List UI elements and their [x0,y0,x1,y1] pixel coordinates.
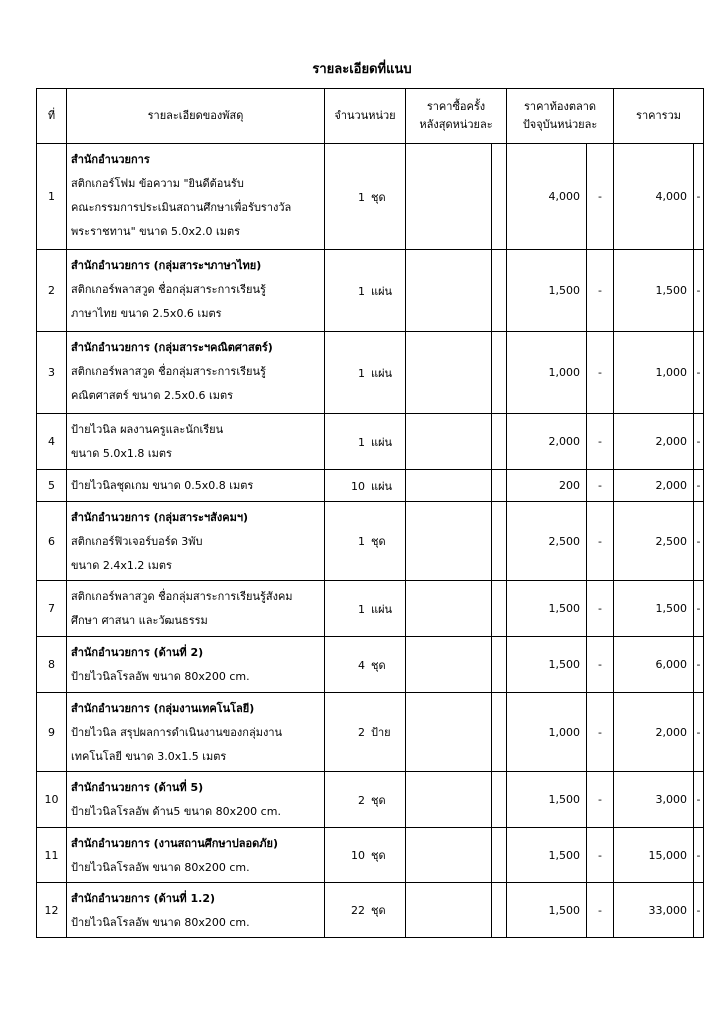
row-last-price [406,883,492,938]
row-market-price: 1,500 [507,637,587,693]
row-last-price [406,502,492,581]
row-last-price-satang [492,772,507,828]
items-table [36,88,704,938]
row-description [67,581,325,637]
row-detail-line: เทคโนโลยี ขนาด 3.0x1.5 เมตร [71,750,227,763]
row-last-price-satang [492,693,507,772]
row-number: 12 [37,883,67,938]
table-row [37,144,704,250]
row-market-price-satang: - [587,414,614,470]
table-row [37,470,704,502]
row-last-price [406,581,492,637]
row-group-title: สำนักอำนวยการ (กลุ่มสาระฯภาษาไทย) [71,259,262,272]
row-total-price-satang: - [694,414,704,470]
row-description [67,470,325,502]
row-quantity [325,144,406,250]
row-quantity-number: 2 [358,793,365,807]
row-detail-line: ป้ายไวนิลโรลอัพ ขนาด 80x200 cm. [71,916,250,929]
row-total-price: 1,500 [614,250,694,332]
row-last-price-satang [492,828,507,883]
row-description [67,414,325,470]
table-row [37,502,704,581]
row-total-price: 33,000 [614,883,694,938]
row-total-price: 1,000 [614,332,694,414]
header-market-price [507,89,614,144]
row-market-price: 1,000 [507,332,587,414]
row-market-price: 200 [507,470,587,502]
row-quantity-unit: แผ่น [371,479,393,493]
row-description [67,772,325,828]
row-total-price-satang: - [694,883,704,938]
row-number: 9 [37,693,67,772]
row-total-price-satang: - [694,250,704,332]
row-total-price-satang: - [694,828,704,883]
row-description [67,883,325,938]
row-quantity-unit: แผ่น [371,435,393,449]
row-number: 11 [37,828,67,883]
row-quantity-unit: ชุด [371,190,386,204]
row-detail-line: ป้ายไวนิล สรุปผลการดำเนินงานของกลุ่มงาน [71,726,283,739]
row-number: 6 [37,502,67,581]
row-total-price: 2,000 [614,470,694,502]
row-group-title: สำนักอำนวยการ (ด้านที่ 2) [71,646,204,659]
row-detail-line: ภาษาไทย ขนาด 2.5x0.6 เมตร [71,307,222,320]
row-quantity-number: 2 [358,726,365,739]
row-group-title: สำนักอำนวยการ [71,153,150,166]
row-total-price-satang: - [694,693,704,772]
row-market-price: 1,500 [507,883,587,938]
row-detail-line: ขนาด 2.4x1.2 เมตร [71,559,172,572]
row-total-price-satang: - [694,144,704,250]
row-total-price: 6,000 [614,637,694,693]
row-quantity [325,883,406,938]
row-market-price-satang: - [587,502,614,581]
row-total-price-satang: - [694,772,704,828]
row-last-price-satang [492,883,507,938]
row-last-price [406,332,492,414]
row-number: 5 [37,470,67,502]
row-description [67,250,325,332]
row-last-price-satang [492,502,507,581]
row-market-price: 4,000 [507,144,587,250]
row-last-price [406,772,492,828]
row-last-price [406,828,492,883]
row-total-price: 2,000 [614,693,694,772]
row-description [67,144,325,250]
row-description [67,502,325,581]
header-last-price [406,89,507,144]
row-description [67,637,325,693]
table-row [37,414,704,470]
row-quantity-unit: ชุด [371,793,386,807]
table-row [37,693,704,772]
row-quantity-number: 22 [351,904,365,917]
row-detail-line: ป้ายไวนิลโรลอัพ ขนาด 80x200 cm. [71,670,250,683]
table-body [37,144,704,938]
row-detail-line: คณิตศาสตร์ ขนาด 2.5x0.6 เมตร [71,389,234,402]
row-quantity [325,828,406,883]
row-group-title: สำนักอำนวยการ (กลุ่มสาระฯสังคมฯ) [71,511,249,524]
header-total: ราคารวม [614,89,704,144]
row-last-price-satang [492,581,507,637]
row-quantity-number: 4 [358,658,365,672]
table-row [37,883,704,938]
row-quantity-unit: ชุด [371,658,386,672]
row-total-price: 4,000 [614,144,694,250]
page-title: รายละเอียดที่แนบ [312,62,412,77]
row-last-price-satang [492,414,507,470]
row-market-price-satang: - [587,883,614,938]
row-detail-line: คณะกรรมการประเมินสถานศึกษาเพื่อรับรางวัล [71,201,292,214]
row-detail-line: สติกเกอร์ฟิวเจอร์บอร์ด 3พับ [71,535,203,548]
row-last-price [406,470,492,502]
row-last-price-satang [492,332,507,414]
row-market-price: 1,500 [507,250,587,332]
row-market-price-satang: - [587,250,614,332]
row-detail-line: สติกเกอร์โฟม ข้อความ "ยินดีต้อนรับ [71,177,244,190]
row-last-price [406,414,492,470]
row-market-price-satang: - [587,637,614,693]
row-number: 3 [37,332,67,414]
table-row [37,250,704,332]
row-total-price-satang: - [694,332,704,414]
row-detail-line: ป้ายไวนิล ผลงานครูและนักเรียน [71,423,224,436]
row-total-price: 2,000 [614,414,694,470]
row-number: 4 [37,414,67,470]
row-quantity-number: 1 [358,435,365,449]
row-market-price: 1,500 [507,581,587,637]
header-last-price-line2: หลังสุดหน่วยละ [419,118,493,131]
row-description [67,332,325,414]
row-quantity [325,470,406,502]
header-description: รายละเอียดของพัสดุ [67,89,325,144]
row-number: 8 [37,637,67,693]
row-market-price: 1,000 [507,693,587,772]
row-quantity-number: 1 [358,190,365,204]
row-market-price: 1,500 [507,828,587,883]
row-detail-line: พระราชทาน" ขนาด 5.0x2.0 เมตร [71,225,241,238]
row-detail-line: ศึกษา ศาสนา และวัฒนธรรม [71,614,208,627]
row-quantity-unit: ชุด [371,535,386,548]
table-row [37,332,704,414]
row-total-price-satang: - [694,581,704,637]
row-quantity [325,250,406,332]
row-group-title: สำนักอำนวยการ (ด้านที่ 1.2) [71,892,216,905]
row-market-price: 1,500 [507,772,587,828]
row-quantity-number: 1 [358,535,365,548]
row-detail-line: ป้ายไวนิลโรลอัพ ขนาด 80x200 cm. [71,861,250,874]
row-quantity-number: 10 [351,849,365,862]
row-quantity [325,581,406,637]
table-row [37,828,704,883]
row-total-price: 3,000 [614,772,694,828]
row-group-title: สำนักอำนวยการ (กลุ่มสาระฯคณิตศาสตร์) [71,341,273,354]
row-last-price-satang [492,637,507,693]
row-quantity [325,693,406,772]
row-last-price-satang [492,470,507,502]
row-quantity-number: 1 [358,366,365,380]
row-market-price-satang: - [587,144,614,250]
row-number: 10 [37,772,67,828]
header-market-price-line1: ราคาท้องตลาด [523,100,597,113]
row-number: 1 [37,144,67,250]
row-quantity-unit: แผ่น [371,284,393,298]
row-description [67,693,325,772]
row-quantity-unit: ชุด [371,904,386,917]
row-market-price-satang: - [587,470,614,502]
header-no: ที่ [37,89,67,144]
row-quantity [325,332,406,414]
row-quantity-number: 10 [351,479,365,493]
row-quantity-number: 1 [358,602,365,616]
row-market-price-satang: - [587,772,614,828]
row-last-price [406,693,492,772]
row-total-price-satang: - [694,502,704,581]
row-description [67,828,325,883]
row-quantity-unit: ป้าย [371,726,391,739]
row-quantity-unit: ชุด [371,849,386,862]
row-detail-line: สติกเกอร์พลาสวูด ชื่อกลุ่มสาระการเรียนรู้สังคม [71,590,293,603]
table-row [37,637,704,693]
row-total-price-satang: - [694,637,704,693]
row-last-price [406,250,492,332]
row-detail-line: สติกเกอร์พลาสวูด ชื่อกลุ่มสาระการเรียนรู้ [71,365,266,378]
row-total-price: 2,500 [614,502,694,581]
row-market-price-satang: - [587,581,614,637]
row-detail-line: ป้ายไวนิลโรลอัพ ด้าน5 ขนาด 80x200 cm. [71,805,281,818]
table-row [37,772,704,828]
header-market-price-line2: ปัจจุบันหน่วยละ [522,118,598,131]
row-detail-line: ขนาด 5.0x1.8 เมตร [71,447,172,460]
table-row [37,581,704,637]
row-quantity-unit: แผ่น [371,602,393,616]
header-quantity: จำนวนหน่วย [325,89,406,144]
row-number: 7 [37,581,67,637]
row-market-price-satang: - [587,693,614,772]
row-last-price [406,144,492,250]
row-quantity [325,502,406,581]
row-quantity-unit: แผ่น [371,366,393,380]
row-group-title: สำนักอำนวยการ (ด้านที่ 5) [71,781,204,794]
row-detail-line: สติกเกอร์พลาสวูด ชื่อกลุ่มสาระการเรียนรู้ [71,283,266,296]
row-quantity [325,637,406,693]
row-quantity [325,772,406,828]
row-total-price: 1,500 [614,581,694,637]
row-number: 2 [37,250,67,332]
row-market-price: 2,000 [507,414,587,470]
row-quantity [325,414,406,470]
row-group-title: สำนักอำนวยการ (กลุ่มงานเทคโนโลยี) [71,702,255,715]
row-last-price [406,637,492,693]
row-quantity-number: 1 [358,284,365,298]
row-total-price-satang: - [694,470,704,502]
row-detail-line: ป้ายไวนิลชุดเกม ขนาด 0.5x0.8 เมตร [71,479,254,492]
row-last-price-satang [492,144,507,250]
row-market-price-satang: - [587,828,614,883]
row-group-title: สำนักอำนวยการ (งานสถานศึกษาปลอดภัย) [71,837,279,850]
header-last-price-line1: ราคาซื้อครั้ง [426,100,486,113]
row-market-price: 2,500 [507,502,587,581]
row-total-price: 15,000 [614,828,694,883]
header-row [37,89,704,144]
row-last-price-satang [492,250,507,332]
row-market-price-satang: - [587,332,614,414]
